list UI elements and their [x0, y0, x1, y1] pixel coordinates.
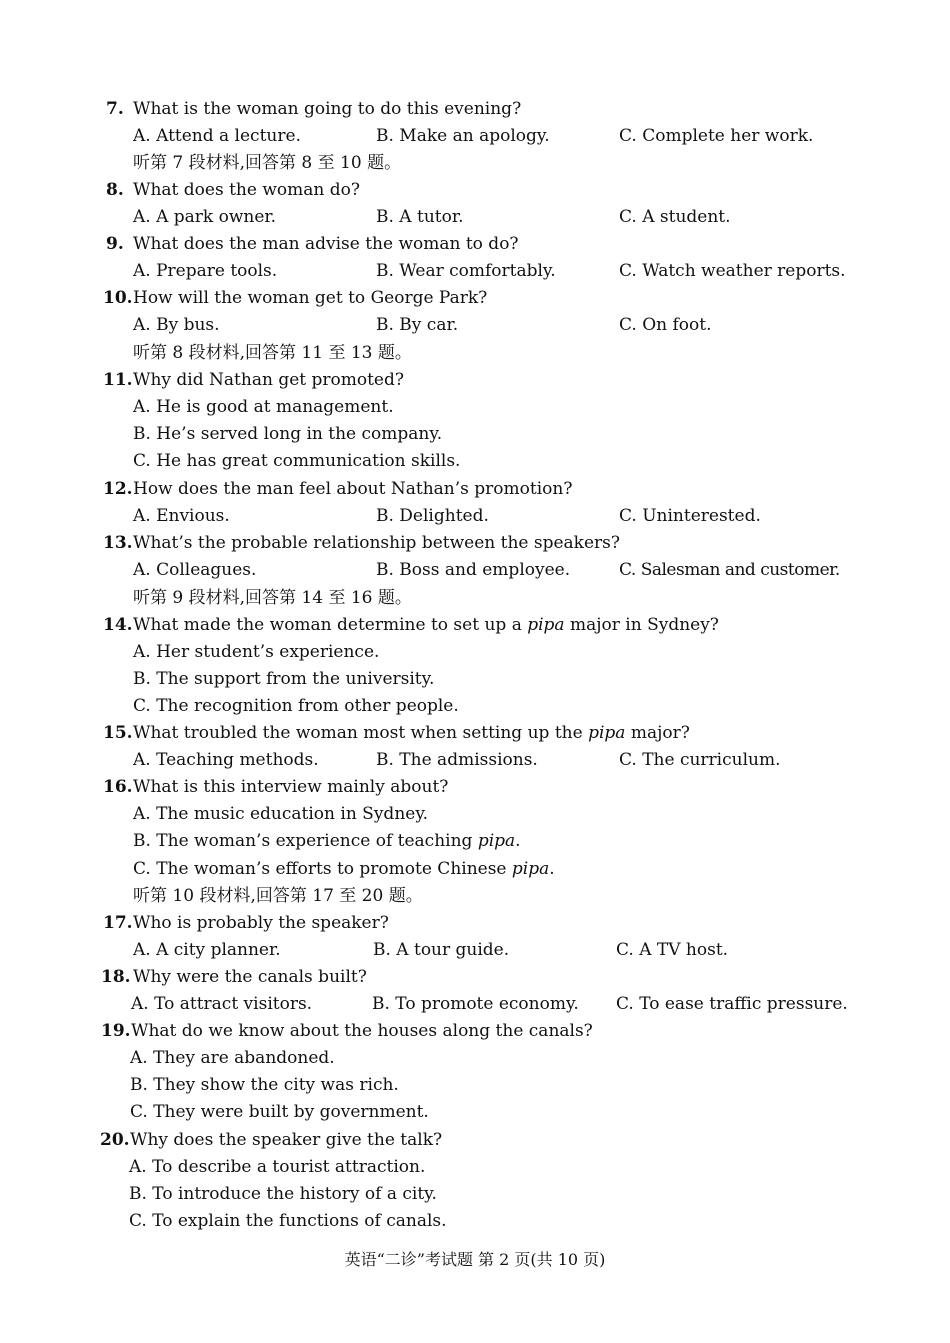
option-a: A. A park owner. — [133, 207, 277, 227]
option-b — [133, 828, 521, 855]
option-b: B. They show the city was rich. — [130, 1075, 399, 1095]
option-a: A. Teaching methods. — [133, 750, 319, 770]
question-text: Why were the canals built? — [133, 967, 367, 987]
section-heading-8: 听第 8 段材料,回答第 11 至 13 题。 — [133, 343, 412, 363]
option-b: B. He’s served long in the company. — [133, 424, 443, 444]
question-text: What is this interview mainly about? — [133, 777, 449, 797]
option-c: C. Salesman and customer. — [619, 560, 840, 580]
option-c — [133, 856, 555, 883]
option-a: A. To attract visitors. — [131, 994, 313, 1014]
question-text: How does the man feel about Nathan’s promotion? — [133, 479, 573, 499]
option-a: A. Prepare tools. — [133, 261, 278, 281]
question-text: How will the woman get to George Park? — [133, 288, 488, 308]
option-c: C. Complete her work. — [619, 126, 814, 146]
question-number: 16. — [103, 777, 133, 797]
question-text-post: major in Sydney? — [564, 615, 719, 635]
option-a: A. Attend a lecture. — [133, 126, 301, 146]
option-c: C. To ease traffic pressure. — [616, 994, 848, 1014]
question-number: 17. — [103, 913, 133, 933]
question-number: 7. — [106, 99, 124, 119]
option-a: A. To describe a tourist attraction. — [129, 1157, 426, 1177]
question-text: What’s the probable relationship between the speakers? — [133, 533, 620, 553]
option-b: B. By car. — [376, 315, 459, 335]
option-b: B. To promote economy. — [372, 994, 579, 1014]
question-number: 12. — [103, 479, 133, 499]
question-number: 18. — [101, 967, 131, 987]
italic-term: pipa — [511, 859, 550, 879]
option-c: C. A student. — [619, 207, 731, 227]
question-number: 11. — [103, 370, 133, 390]
question-text: What does the woman do? — [133, 180, 360, 200]
question-text: Who is probably the speaker? — [133, 913, 389, 933]
italic-term: pipa — [477, 831, 516, 851]
question-number: 19. — [101, 1021, 131, 1041]
option-text-pre: C. The woman’s efforts to promote Chinese — [133, 859, 512, 879]
option-text-pre: B. The woman’s experience of teaching — [133, 831, 478, 851]
option-c: C. The curriculum. — [619, 750, 781, 770]
option-b: B. To introduce the history of a city. — [129, 1184, 437, 1204]
option-c: C. Uninterested. — [619, 506, 761, 526]
option-a: A. They are abandoned. — [130, 1048, 335, 1068]
option-b: B. Delighted. — [376, 506, 489, 526]
question-number: 8. — [106, 180, 124, 200]
italic-term: pipa — [588, 723, 626, 743]
option-a: A. The music education in Sydney. — [133, 804, 429, 824]
option-b: B. A tour guide. — [373, 940, 510, 960]
question-text-pre: What troubled the woman most when setting up the — [133, 723, 589, 743]
option-b: B. A tutor. — [376, 207, 464, 227]
italic-term: pipa — [527, 615, 565, 635]
question-text: Why does the speaker give the talk? — [130, 1130, 443, 1150]
option-a: A. A city planner. — [133, 940, 281, 960]
option-a: A. Envious. — [133, 506, 230, 526]
question-number: 20. — [100, 1130, 130, 1150]
question-text — [133, 612, 719, 639]
option-a: A. By bus. — [133, 315, 220, 335]
question-text: What does the man advise the woman to do? — [133, 234, 519, 254]
page-footer: 英语“二诊”考试题 第 2 页(共 10 页) — [344, 1250, 606, 1269]
option-a: A. Her student’s experience. — [133, 642, 380, 662]
question-text-post: major? — [625, 723, 690, 743]
question-number: 10. — [103, 288, 133, 308]
option-a: A. He is good at management. — [133, 397, 394, 417]
option-c: C. On foot. — [619, 315, 712, 335]
question-number: 9. — [106, 234, 124, 254]
question-number: 13. — [103, 533, 133, 553]
option-c: C. To explain the functions of canals. — [129, 1211, 447, 1231]
option-b: B. Make an apology. — [376, 126, 550, 146]
option-b: B. The support from the university. — [133, 669, 435, 689]
section-heading-9: 听第 9 段材料,回答第 14 至 16 题。 — [133, 588, 412, 608]
question-text: What do we know about the houses along the canals? — [131, 1021, 593, 1041]
question-text: Why did Nathan get promoted? — [133, 370, 404, 390]
option-c: C. They were built by government. — [130, 1102, 429, 1122]
section-heading-7: 听第 7 段材料,回答第 8 至 10 题。 — [133, 153, 402, 173]
option-c: C. A TV host. — [616, 940, 729, 960]
question-number: 14. — [103, 615, 133, 635]
question-text: What is the woman going to do this evening? — [133, 99, 522, 119]
question-text — [133, 720, 690, 747]
option-c: C. He has great communication skills. — [133, 451, 461, 471]
option-b: B. The admissions. — [376, 750, 538, 770]
section-heading-10: 听第 10 段材料,回答第 17 至 20 题。 — [133, 886, 423, 906]
option-c: C. Watch weather reports. — [619, 261, 846, 281]
option-a: A. Colleagues. — [133, 560, 257, 580]
option-text-post: . — [549, 859, 555, 879]
question-number: 15. — [103, 723, 133, 743]
option-c: C. The recognition from other people. — [133, 696, 459, 716]
option-text-post: . — [515, 831, 521, 851]
option-b: B. Boss and employee. — [376, 560, 571, 580]
option-b: B. Wear comfortably. — [376, 261, 556, 281]
question-text-pre: What made the woman determine to set up a — [133, 615, 528, 635]
